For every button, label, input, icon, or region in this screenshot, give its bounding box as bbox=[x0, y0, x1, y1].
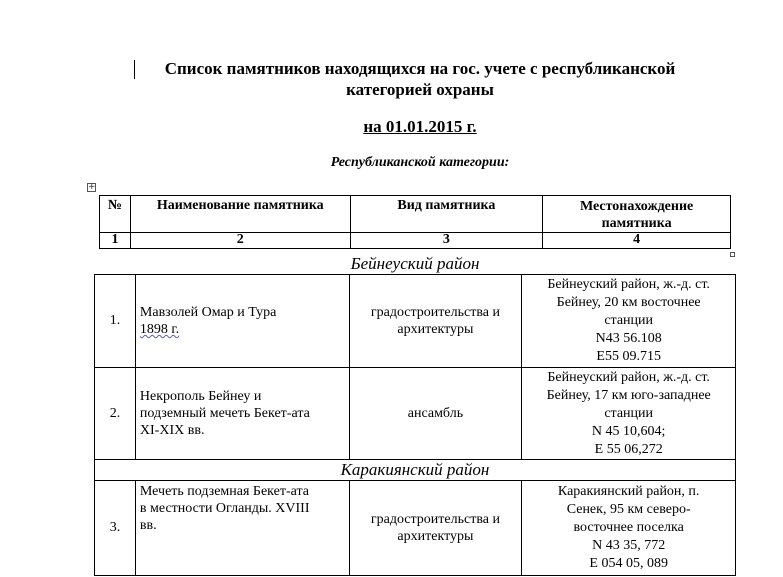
row-number: 3. bbox=[95, 481, 136, 576]
row-number: 1. bbox=[95, 275, 136, 368]
monument-name-line: Мавзолей Омар и Тура bbox=[139, 305, 277, 320]
monument-name-line: подземный мечеть Бекет-ата bbox=[139, 406, 310, 421]
location-line: Бейнеуский район, ж.-д. ст. bbox=[547, 369, 710, 385]
monument-name-line: Мечеть подземная Бекет-ата bbox=[139, 484, 309, 499]
header-col-location-line2: памятника bbox=[601, 216, 672, 231]
document-title bbox=[130, 58, 710, 100]
header-num-4: 4 bbox=[543, 233, 731, 249]
monuments-table bbox=[94, 254, 736, 576]
monument-type-line: градостроительства и bbox=[370, 512, 500, 527]
monument-name-line: XI-XIX вв. bbox=[139, 423, 205, 438]
location-line: Сенек, 95 км северо- bbox=[566, 502, 691, 517]
monument-type bbox=[349, 275, 522, 368]
monument-type bbox=[349, 481, 522, 576]
location-line: E 054 05, 089 bbox=[589, 556, 668, 571]
monument-type-line: архитектуры bbox=[397, 529, 474, 544]
region-row bbox=[95, 460, 736, 481]
header-row bbox=[100, 196, 731, 233]
location-line: Каракиянский район, п. bbox=[557, 484, 700, 499]
header-num-2: 2 bbox=[130, 233, 350, 249]
monument-type-line: ансамбль bbox=[407, 406, 464, 421]
location-line: станции bbox=[604, 313, 654, 328]
header-num-1: 1 bbox=[100, 233, 131, 249]
monument-type bbox=[349, 368, 522, 460]
monument-location bbox=[522, 275, 736, 368]
document-date: на 01.01.2015 г. bbox=[363, 117, 477, 136]
monument-name bbox=[135, 481, 349, 576]
monument-name-line: вв. bbox=[139, 518, 157, 533]
monument-type-line: архитектуры bbox=[397, 322, 474, 337]
header-col-type: Вид памятника bbox=[350, 196, 543, 233]
monument-location bbox=[522, 481, 736, 576]
location-line: Бейнеу, 17 км юго-западнее bbox=[546, 387, 711, 403]
monument-type-line: градостроительства и bbox=[370, 305, 500, 320]
header-col-name: Наименование памятника bbox=[130, 196, 350, 233]
location-line: восточнее поселка bbox=[573, 520, 684, 535]
region-name: Каракиянский район bbox=[95, 460, 736, 481]
table-row bbox=[95, 368, 736, 460]
region-name: Бейнеуский район bbox=[95, 254, 736, 275]
location-line: E 55 06,272 bbox=[594, 441, 663, 457]
location-line: Бейнеуский район, ж.-д. ст. bbox=[547, 277, 710, 292]
location-line: станции bbox=[604, 405, 654, 421]
table-row bbox=[95, 275, 736, 368]
title-line-1: Список памятников находящихся на гос. учете с республиканской bbox=[164, 59, 676, 78]
monument-name bbox=[135, 368, 349, 460]
header-table bbox=[99, 195, 731, 249]
location-line: N43 56.108 bbox=[595, 331, 662, 346]
header-col-number: № bbox=[100, 196, 131, 233]
monument-name bbox=[135, 275, 349, 368]
header-col-location-line1: Местонахождение bbox=[579, 199, 694, 214]
header-col-location bbox=[543, 196, 731, 233]
location-line: N 45 10,604; bbox=[591, 423, 666, 439]
header-number-row bbox=[100, 233, 731, 249]
monument-date: 1898 г. bbox=[139, 322, 180, 337]
monument-name-line: в местности Огланды. XVIII bbox=[139, 501, 310, 516]
header-num-3: 3 bbox=[350, 233, 543, 249]
title-line-2: категорией охраны bbox=[346, 80, 494, 99]
location-line: Бейнеу, 20 км восточнее bbox=[556, 295, 701, 310]
row-number: 2. bbox=[95, 368, 136, 460]
location-line: N 43 35, 772 bbox=[592, 538, 666, 553]
document-subtitle: Республиканской категории: bbox=[330, 155, 510, 170]
monument-name-line bbox=[140, 321, 349, 338]
monument-location bbox=[522, 368, 736, 460]
table-row bbox=[95, 481, 736, 576]
table-move-handle-icon[interactable]: + bbox=[88, 182, 96, 192]
region-row bbox=[95, 254, 736, 275]
location-line: E55 09.715 bbox=[596, 349, 661, 364]
monument-name-line: Некрополь Бейнеу и bbox=[139, 389, 262, 404]
